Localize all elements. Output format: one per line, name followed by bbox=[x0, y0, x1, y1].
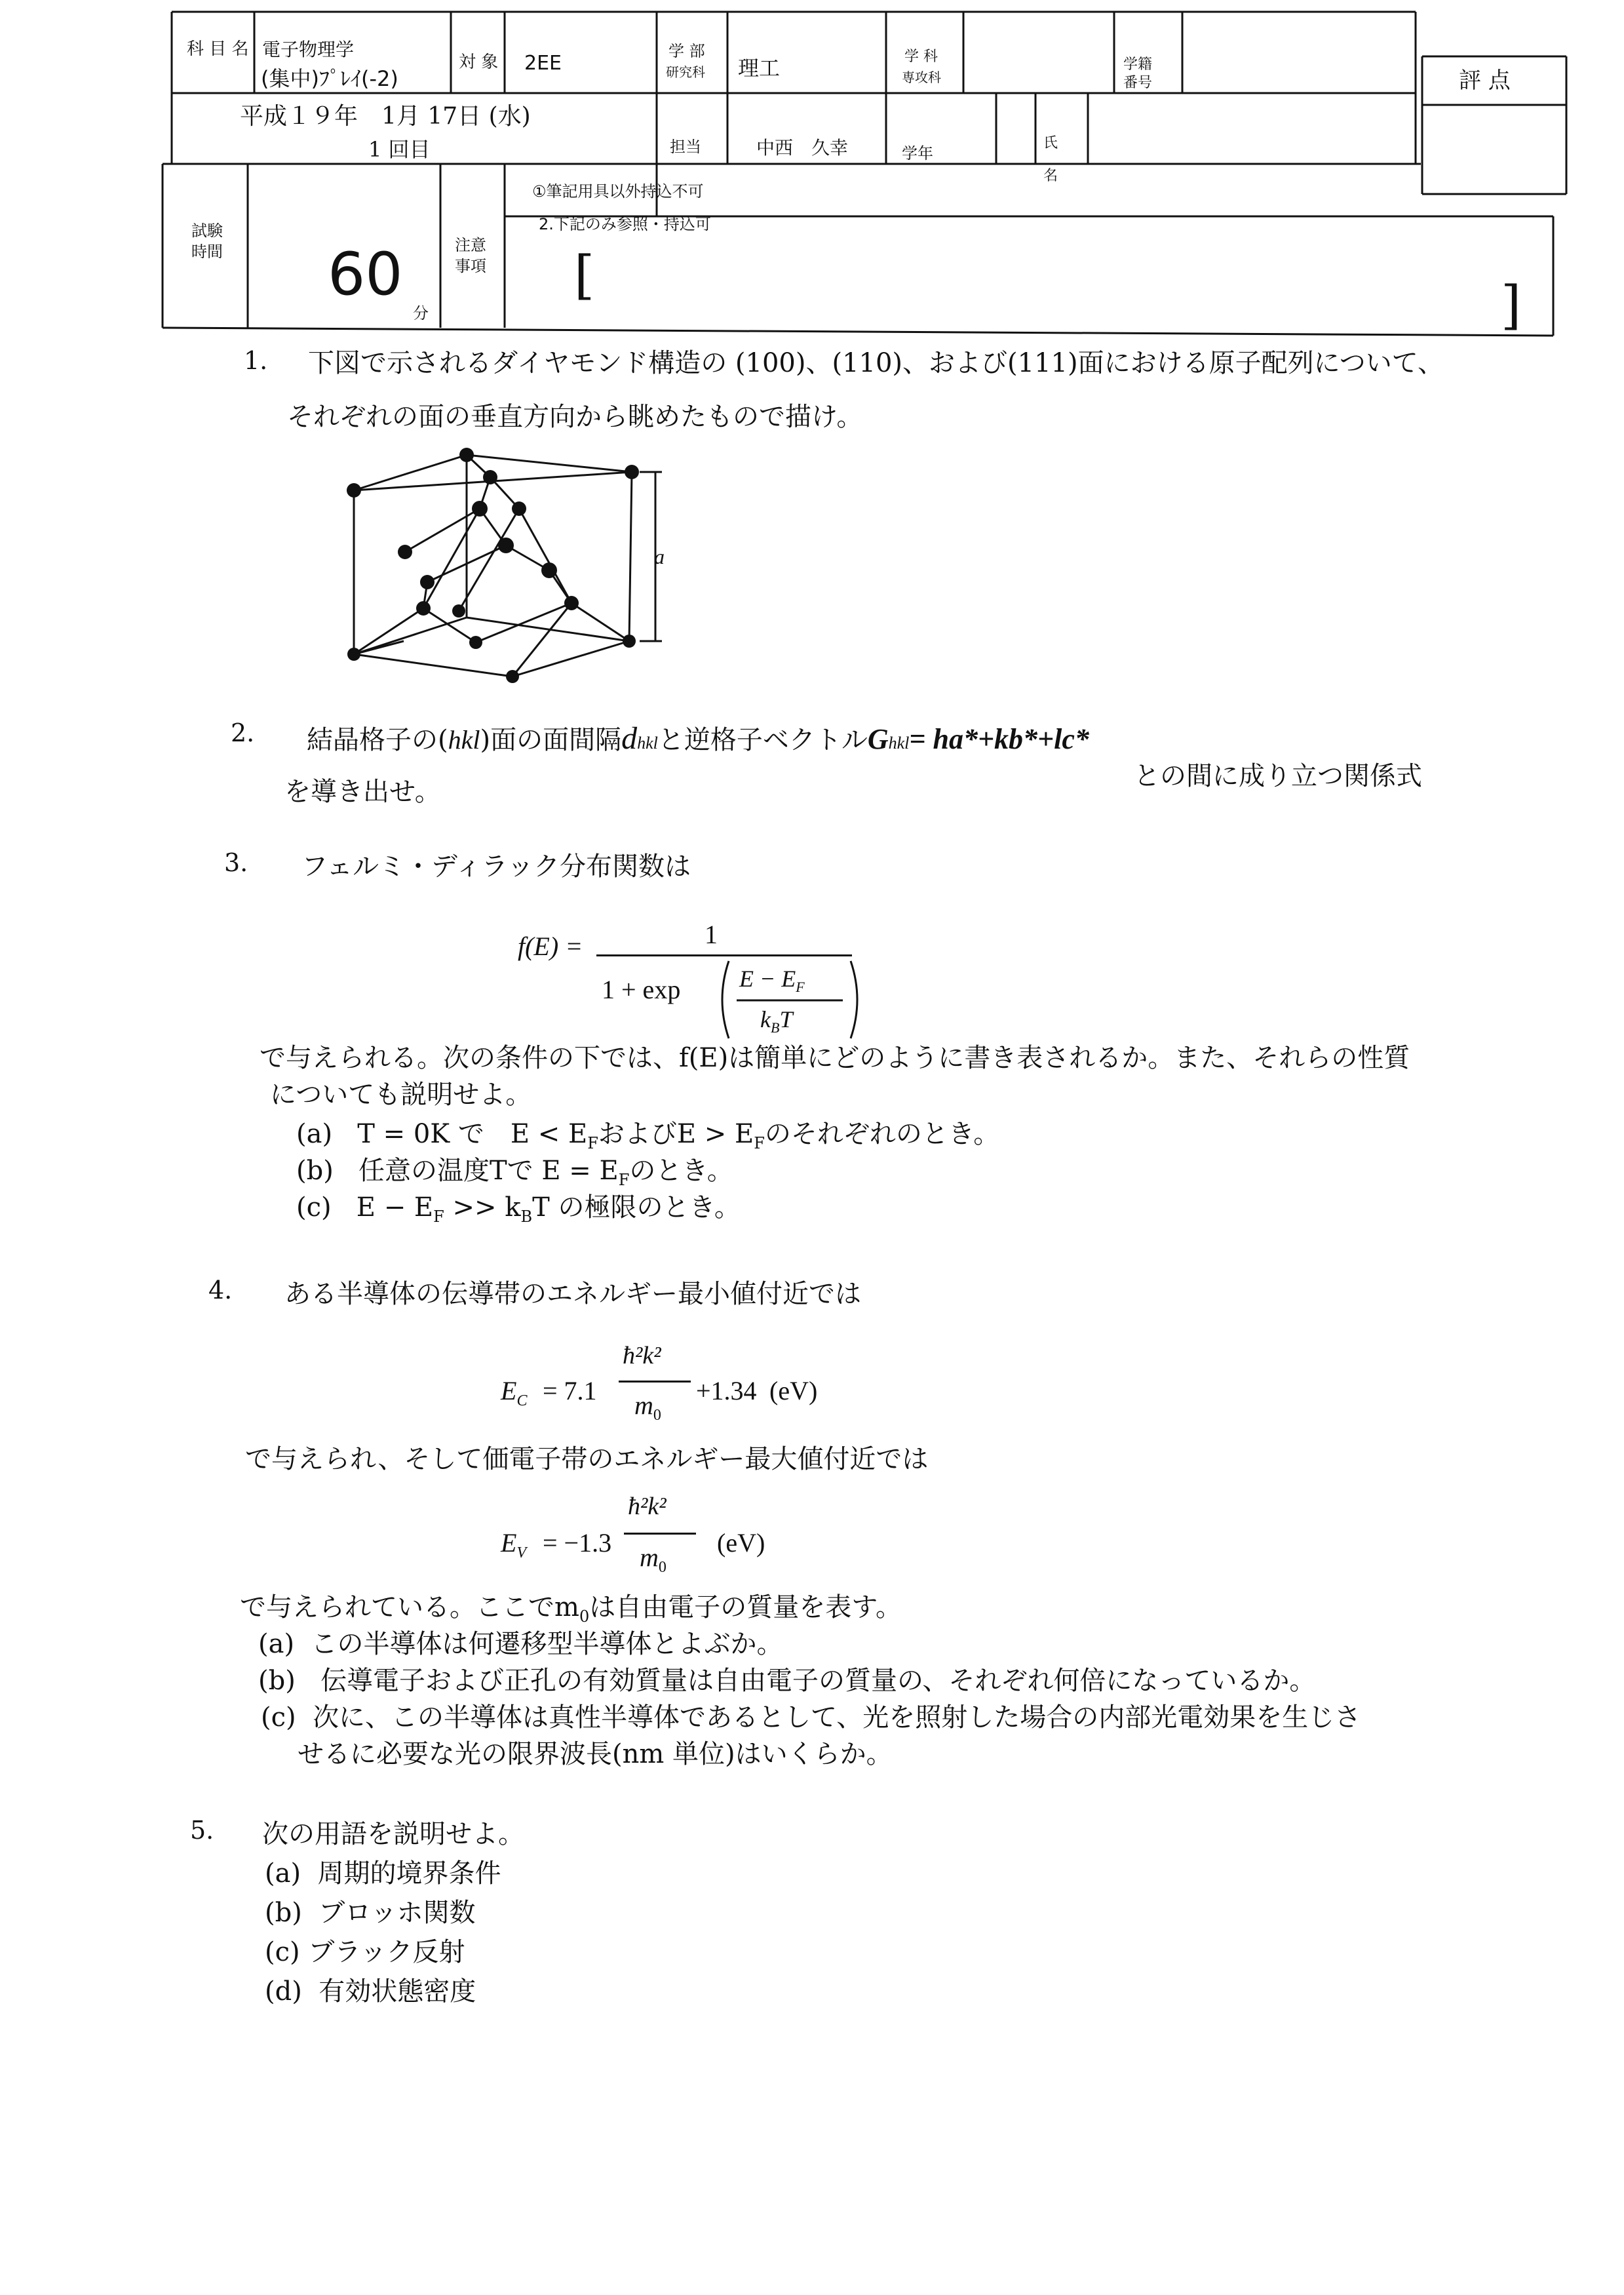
exam-header bbox=[0, 0, 1624, 393]
q4-mid: で与えられ、そして価電子帯のエネルギー最大値付近では bbox=[245, 1444, 929, 1474]
q4-c: (c) 次に、この半導体は真性半導体であるとして、光を照射した場合の内部光電効果を生じさ bbox=[261, 1702, 1361, 1733]
q3-after-line1: で与えられる。次の条件の下では、f(E)は簡単にどのように書き表されるか。また、それらの性質 bbox=[260, 1043, 1410, 1073]
exam-time-value: 60 bbox=[328, 240, 403, 309]
student-no-label-1: 学籍 bbox=[1123, 56, 1153, 73]
dept-label-2: 専攻科 bbox=[902, 69, 941, 85]
q1-line2: それぞれの面の垂直方向から眺めたもので描け。 bbox=[287, 402, 863, 432]
subject-label: 科 目 名 bbox=[187, 39, 249, 59]
q5-intro: 次の用語を説明せよ。 bbox=[262, 1819, 524, 1849]
q5-number: 5. bbox=[190, 1816, 214, 1845]
q2-number: 2. bbox=[231, 718, 255, 747]
q2-line2: を導き出せ。 bbox=[284, 777, 441, 807]
q3-after-line2: についても説明せよ。 bbox=[270, 1080, 532, 1110]
q5-c: (c) ブラック反射 bbox=[265, 1937, 465, 1967]
conduction-band-formula: $E_C$ = 7.1 ħ²k² $m_0$ +1.34 (eV) bbox=[501, 1342, 818, 1424]
figure-label-a: a bbox=[654, 545, 665, 568]
faculty-label-2: 研究科 bbox=[666, 64, 705, 80]
faculty-label-1: 学 部 bbox=[668, 42, 705, 60]
q3-intro: フェルミ・ディラック分布関数は bbox=[301, 852, 691, 882]
grade-box-label: 評 点 bbox=[1459, 68, 1511, 94]
note-1: ①筆記用具以外持込不可 bbox=[532, 182, 704, 201]
dept-label-1: 学 科 bbox=[904, 49, 938, 65]
q4-c-line2: せるに必要な光の限界波長(nm 単位)はいくらか。 bbox=[298, 1739, 893, 1769]
year-label: 学年 bbox=[902, 144, 933, 163]
instructor-value: 中西 久幸 bbox=[756, 137, 849, 159]
q3-a: (a) T = 0K で $E < E_F$および$E > E_F$のそれぞれのとき。 bbox=[296, 1119, 1000, 1152]
valence-band-formula: $E_V$ = −1.3 ħ²k² $m_0$ (eV) bbox=[501, 1493, 765, 1576]
notes-label-1: 注意 bbox=[455, 236, 486, 254]
name-label-2: 名 bbox=[1043, 168, 1058, 184]
session-number: 1 回目 bbox=[368, 137, 431, 162]
note-2: 2.下記のみ参照・持込可 bbox=[539, 215, 711, 233]
student-no-label-2: 番号 bbox=[1123, 75, 1153, 91]
q1-number: 1. bbox=[244, 346, 268, 375]
subject-value: 電子物理学 bbox=[262, 39, 355, 60]
instructor-label: 担当 bbox=[670, 138, 701, 156]
q4-number: 4. bbox=[208, 1276, 233, 1304]
q2-line1-end: との間に成り立つ関係式 bbox=[1134, 761, 1422, 791]
diamond-structure-figure bbox=[328, 446, 695, 695]
exam-date: 平成１９年 1月 17日 (水) bbox=[240, 103, 531, 130]
notes-label-2: 事項 bbox=[455, 257, 486, 275]
q5-b: (b) ブロッホ関数 bbox=[265, 1898, 476, 1928]
q4-intro: ある半導体の伝導帯のエネルギー最小値付近では bbox=[284, 1279, 861, 1309]
target-value: 2EE bbox=[524, 52, 562, 75]
header-grid-lines bbox=[0, 0, 1624, 393]
q5-a: (a) 周期的境界条件 bbox=[265, 1858, 501, 1889]
exam-time-unit: 分 bbox=[413, 304, 429, 323]
q4-after: で与えられている。ここで$m_0$は自由電子の質量を表す。 bbox=[240, 1592, 902, 1626]
faculty-value: 理工 bbox=[738, 56, 781, 81]
subject-note: (集中)ﾌﾟﾚｲ(-2) bbox=[261, 66, 398, 91]
q3-number: 3. bbox=[224, 848, 248, 877]
name-label-1: 氏 bbox=[1043, 135, 1058, 151]
q5-d: (d) 有効状態密度 bbox=[265, 1976, 476, 2007]
q2-line1: 結晶格子の(hkl)面の面間隔dhklと逆格子ベクトルGhkl= ha*+kb*+lc* bbox=[307, 721, 1089, 756]
exam-time-label-1: 試験 bbox=[191, 222, 223, 240]
target-label: 対 象 bbox=[459, 52, 499, 72]
bracket-open: [ bbox=[574, 245, 595, 305]
bracket-close: ] bbox=[1501, 275, 1522, 336]
q1-line1: 下図で示されるダイヤモンド構造の (100)、(110)、および(111)面における原子配列について、 bbox=[308, 348, 1444, 378]
q3-b: (b) 任意の温度Tで $E = E_F$のとき。 bbox=[296, 1156, 733, 1189]
q3-c: (c) $E - E_F >> k_BT$ の極限のとき。 bbox=[296, 1192, 741, 1226]
q4-a: (a) この半導体は何遷移型半導体とよぶか。 bbox=[258, 1629, 783, 1659]
q4-b: (b) 伝導電子および正孔の有効質量は自由電子の質量の、それぞれ何倍になっているか。 bbox=[258, 1666, 1316, 1696]
exam-time-label-2: 時間 bbox=[191, 243, 223, 261]
